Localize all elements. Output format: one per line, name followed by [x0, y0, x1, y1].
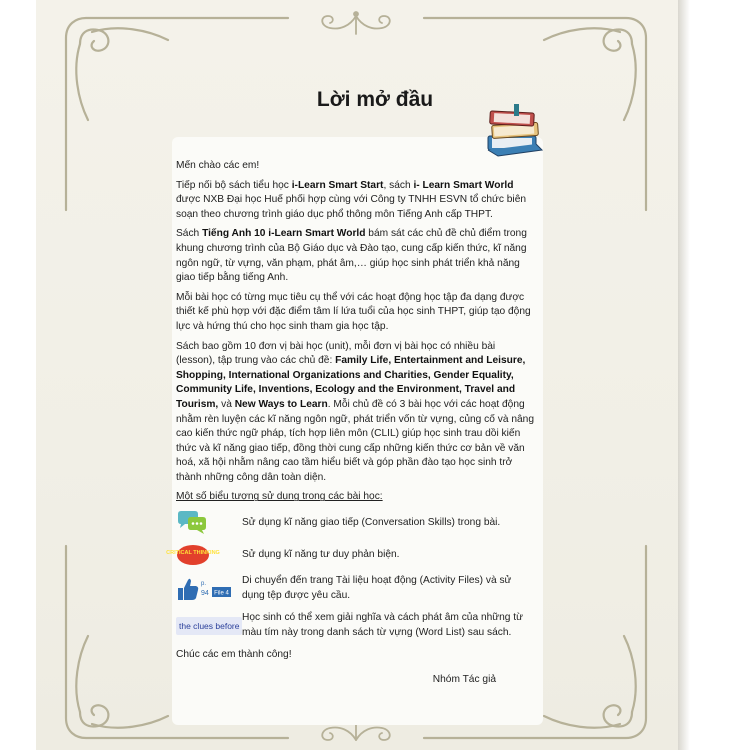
critical-thinking-icon [166, 544, 220, 566]
legend-item: Sử dụng kĩ năng giao tiếp (Conversation Skills) trong bài. [176, 510, 536, 536]
greeting: Mến chào các em! [176, 160, 260, 171]
signature-row [176, 648, 536, 663]
file-label: File 4 [214, 590, 229, 597]
thumbs-up-file-icon [176, 576, 232, 602]
paragraph-lessons: Mỗi bài học có từng mục tiêu cụ thể với các hoạt động học tập đa dạng được thiết kế phù hợp với đặc điểm tâm lí lứa tuổi của học sinh THPT, giúp tạo động lực và hứng thú cho học sinh tham gia học tập. [176, 291, 531, 332]
preface-text [166, 159, 536, 688]
word-highlight-icon: the clues before [176, 617, 242, 636]
author-signature: Nhóm Tác giả [432, 674, 496, 686]
critical-thinking-label: CRITICAL THINKING [166, 550, 220, 557]
closing-text: Chúc các em thành công! [176, 649, 292, 661]
author-row [176, 665, 536, 688]
top-center-flourish [322, 12, 390, 34]
legend-item: p. 94 File 4 Di chuyển đến trang Tài liệu hoạt động (Activity Files) và sử dụng tệp được yêu cầu. [176, 574, 536, 603]
page-edge [678, 0, 690, 750]
legend-item: CRITICAL THINKING Sử dụng kĩ năng tư duy phản biện. [176, 544, 536, 566]
paragraph-book: Sách Tiếng Anh 10 i-Learn Smart World bám sát các chủ đề chủ điểm trong khung chương trình của Bộ Giáo dục và Đào tạo, cung cấp kiến thức, kĩ năng ngôn ngữ, từ vựng, văn phạm, phát âm,… giúp học sinh phát triển khả năng giao tiếp bằng tiếng Anh. [176, 228, 527, 284]
paragraph-intro: Tiếp nối bộ sách tiểu học i-Learn Smart Start, sách i- Learn Smart World được NXB Đại học Huế phối hợp cùng với Công ty TNHH ESVN tổ chức biên soạn theo chương trình giáo dục phổ thông môn Tiếng Anh cấp THPT. [176, 179, 527, 220]
books-stack-icon [484, 100, 544, 158]
chat-bubbles-icon [176, 510, 208, 536]
page-label: p. [201, 580, 207, 587]
page-number: 94 [201, 589, 209, 597]
legend-title: Một số biểu tượng sử dụng trong các bài học: [176, 491, 383, 503]
paragraph-units: Sách bao gồm 10 đơn vị bài học (unit), mỗi đơn vị bài học có nhiều bài (lesson), tập trung vào các chủ đề: Family Life, Entertainment and Leisure, Shopping, International Organizations and Charities, Gender Equality, Community Life, Inventions, Ecology and the Environment, Travel and Tourism, và New Ways to Learn. Mỗi chủ đề có 3 bài học với các hoạt động nhằm rèn luyện các kĩ năng ngôn ngữ, phát triển vốn từ vựng, củng cố và nâng cao kiến thức ngữ pháp, tích hợp liên môn (CLIL) giúp học sinh trau dồi kiến thức và kĩ năng giao tiếp, đồng thời cung cấp những kiến thức cơ bản về văn hoá, xã hội nhằm nâng cao tầm hiểu biết và góp phần đào tạo học sinh trở thành những công dân toàn diện. [176, 340, 535, 483]
page-title: Lời mở đầu [316, 88, 434, 111]
legend-item: the clues before Học sinh có thể xem giải nghĩa và cách phát âm của những từ màu tím này trong danh sách từ vựng (Word List) sau sách. [176, 611, 536, 640]
